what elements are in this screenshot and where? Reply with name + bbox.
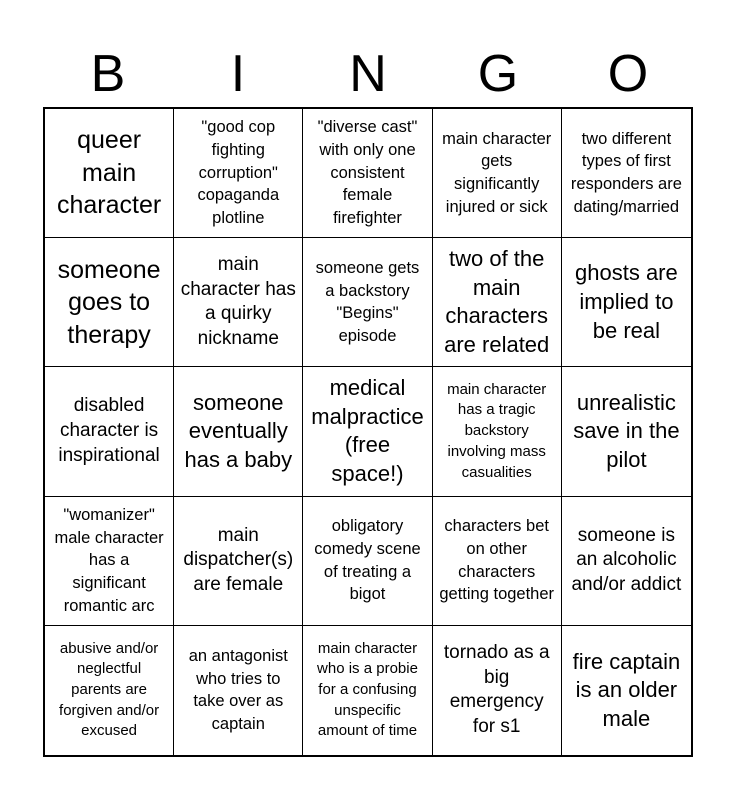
bingo-cell-r5c2[interactable] — [174, 626, 303, 755]
bingo-cell-r3c1[interactable] — [45, 367, 174, 496]
bingo-cell-r2c3[interactable] — [303, 238, 432, 367]
bingo-cell-r1c3[interactable] — [303, 109, 432, 238]
bingo-cell-r5c5[interactable] — [562, 626, 691, 755]
bingo-board — [43, 107, 693, 757]
bingo-cell-r2c2[interactable] — [174, 238, 303, 367]
header-letter-i: I — [230, 45, 246, 103]
bingo-cell-r5c1[interactable] — [45, 626, 174, 755]
bingo-cell-r2c4[interactable] — [433, 238, 562, 367]
bingo-cell-r1c5[interactable] — [562, 109, 691, 238]
cell-text: main character gets significantly injured or sick — [442, 129, 552, 216]
cell-text: queer main character — [56, 126, 162, 220]
cell-text: disabled character is inspirational — [58, 395, 160, 466]
bingo-header — [43, 42, 693, 106]
header-letter-b: B — [90, 45, 126, 103]
cell-text: main character who is a probie for a confusing unspecific amount of time — [317, 639, 418, 740]
cell-text: "diverse cast" with only one consistent female firefighter — [317, 118, 418, 228]
cell-text: tornado as a big emergency for s1 — [443, 642, 550, 738]
cell-text: "womanizer" male character has a significant romantic arc — [54, 505, 164, 615]
cell-text: "good cop fighting corruption" copaganda plotline — [197, 118, 280, 228]
bingo-cell-r3c4[interactable] — [433, 367, 562, 496]
bingo-cell-r4c4[interactable] — [433, 497, 562, 626]
header-letter-g: G — [477, 45, 519, 103]
cell-text: medical malpractice (free space!) — [311, 375, 424, 487]
bingo-cell-r1c4[interactable] — [433, 109, 562, 238]
bingo-cell-r2c1[interactable] — [45, 238, 174, 367]
cell-text: characters bet on other characters getting together — [439, 517, 555, 604]
bingo-cell-r1c1[interactable] — [45, 109, 174, 238]
bingo-cell-r5c3[interactable] — [303, 626, 432, 755]
cell-text: ghosts are implied to be real — [575, 260, 678, 343]
bingo-cell-r1c2[interactable] — [174, 109, 303, 238]
bingo-cell-r2c5[interactable] — [562, 238, 691, 367]
header-letter-o: O — [607, 45, 649, 103]
header-letter-n: N — [349, 45, 387, 103]
bingo-cell-r4c1[interactable] — [45, 497, 174, 626]
cell-text: fire captain is an older male — [572, 648, 681, 731]
cell-text: an antagonist who tries to take over as captain — [188, 646, 288, 734]
cell-text: main character has a quirky nickname — [180, 253, 296, 349]
cell-text: someone eventually has a baby — [184, 389, 293, 472]
cell-text: two of the main characters are related — [444, 246, 550, 357]
cell-text: someone is an alcoholic and/or addict — [571, 524, 682, 596]
cell-text: main dispatcher(s) are female — [183, 524, 294, 596]
cell-text: two different types of first responders are dating/married — [570, 129, 682, 216]
bingo-cell-r4c5[interactable] — [562, 497, 691, 626]
bingo-cell-r4c2[interactable] — [174, 497, 303, 626]
cell-text: someone goes to therapy — [57, 255, 161, 349]
cell-text: unrealistic save in the pilot — [573, 389, 680, 472]
bingo-cell-r3c3[interactable] — [303, 367, 432, 496]
cell-text: someone gets a backstory "Begins" episode — [315, 258, 420, 346]
bingo-cell-r3c5[interactable] — [562, 367, 691, 496]
cell-text: abusive and/or neglectful parents are forgiven and/or excused — [59, 639, 160, 740]
cell-text: obligatory comedy scene of treating a bigot — [314, 517, 421, 604]
bingo-cell-r4c3[interactable] — [303, 497, 432, 626]
cell-text: main character has a tragic backstory involving mass casualities — [447, 380, 547, 481]
bingo-cell-r3c2[interactable] — [174, 367, 303, 496]
bingo-cell-r5c4[interactable] — [433, 626, 562, 755]
